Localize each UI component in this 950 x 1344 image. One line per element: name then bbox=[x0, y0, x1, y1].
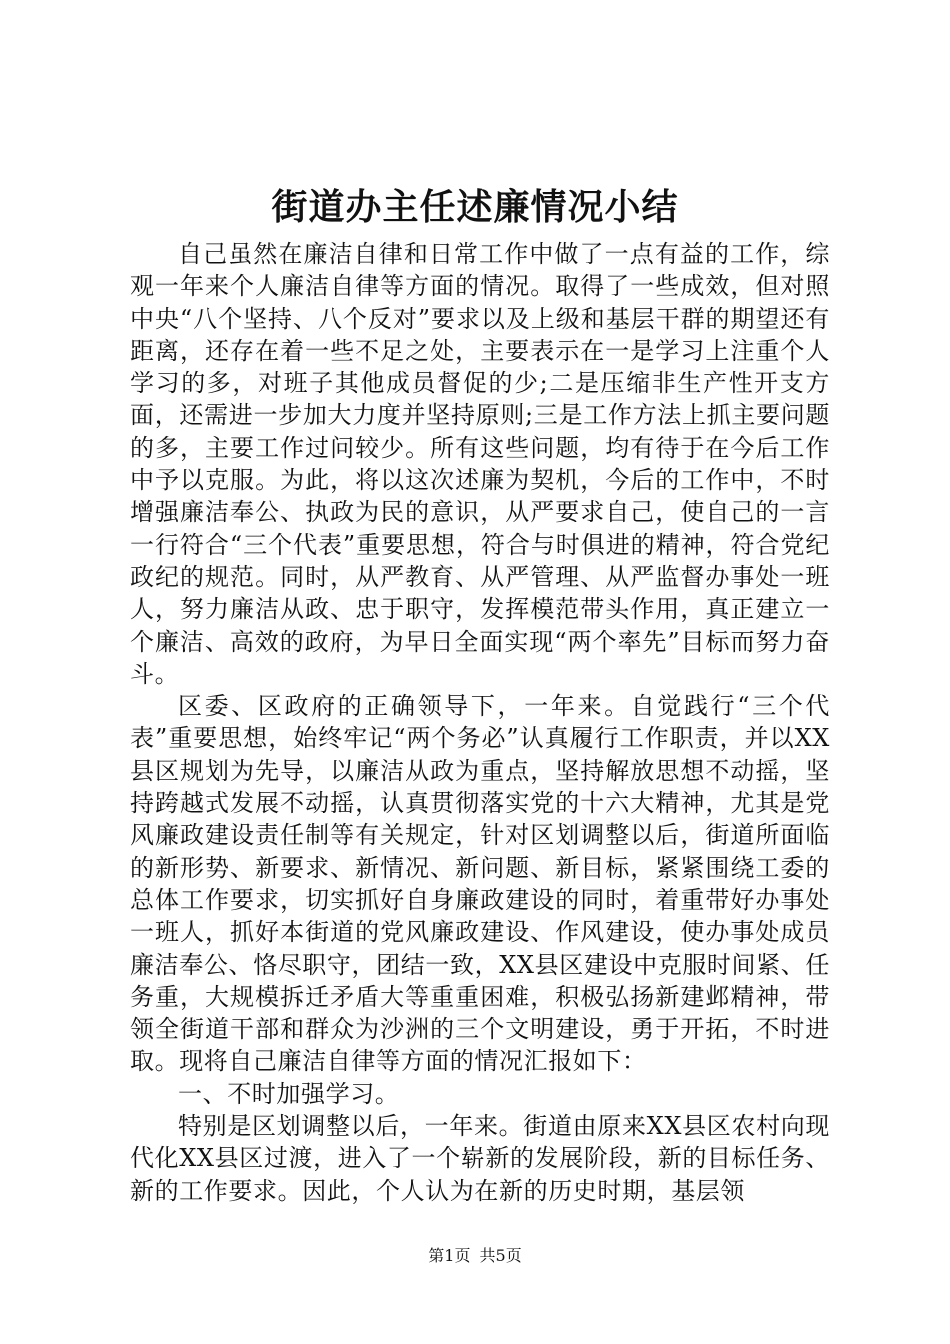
paragraph-4: 特别是区划调整以后，一年来。街道由原来XX县区农村向现代化XX县区过渡，进入了一个崭新的发展阶段，新的目标任务、新的工作要求。因此，个人认为在新的历史时期，基层领 bbox=[130, 1112, 830, 1205]
paragraph-2: 区委、区政府的正确领导下，一年来。自觉践行“三个代表”重要思想，始终牢记“两个务必”认真履行工作职责，并以XX县区规划为先导，以廉洁从政为重点，坚持解放思想不动摇，坚持跨越式发展不动摇，认真贯彻落实党的十六大精神，尤其是党风廉政建设责任制等有关规定，针对区划调整以后，街道所面临的新形势、新要求、新情况、新问题、新目标，紧紧围绕工委的总体工作要求，切实抓好自身廉政建设的同时，着重带好办事处一班人，抓好本街道的党风廉政建设、作风建设，使办事处成员廉洁奉公、恪尽职守，团结一致，XX县区建设中克服时间紧、任务重，大规模拆迁矛盾大等重重困难，积极弘扬新建邺精神，带领全街道干部和群众为沙洲的三个文明建设，勇于开拓，不时进取。现将自己廉洁自律等方面的情况汇报如下： bbox=[130, 692, 830, 1076]
document-title: 街道办主任述廉情况小结 bbox=[271, 187, 679, 228]
page-footer: 第1页 共5页 bbox=[428, 1246, 522, 1265]
paragraph-3: 一、不时加强学习。 bbox=[178, 1079, 400, 1108]
paragraph-1: 自己虽然在廉洁自律和日常工作中做了一点有益的工作，综观一年来个人廉洁自律等方面的情况。取得了一些成效，但对照中央“八个坚持、八个反对”要求以及上级和基层干群的期望还有距离，还存在着一些不足之处，主要表示在一是学习上注重个人学习的多，对班子其他成员督促的少;二是压缩非生产性开支方面，还需进一步加大力度并坚持原则;三是工作方法上抓主要问题的多，主要工作过问较少。所有这些问题，均有待于在今后工作中予以克服。为此，将以这次述廉为契机，今后的工作中，不时增强廉洁奉公、执政为民的意识，从严要求自己，使自己的一言一行符合“三个代表”重要思想，符合与时俱进的精神，符合党纪政纪的规范。同时，从严教育、从严管理、从严监督办事处一班人，努力廉洁从政、忠于职守，发挥模范带头作用，真正建立一个廉洁、高效的政府，为早日全面实现“两个率先”目标而努力奋斗。 bbox=[130, 240, 830, 688]
document-body bbox=[130, 238, 830, 1207]
